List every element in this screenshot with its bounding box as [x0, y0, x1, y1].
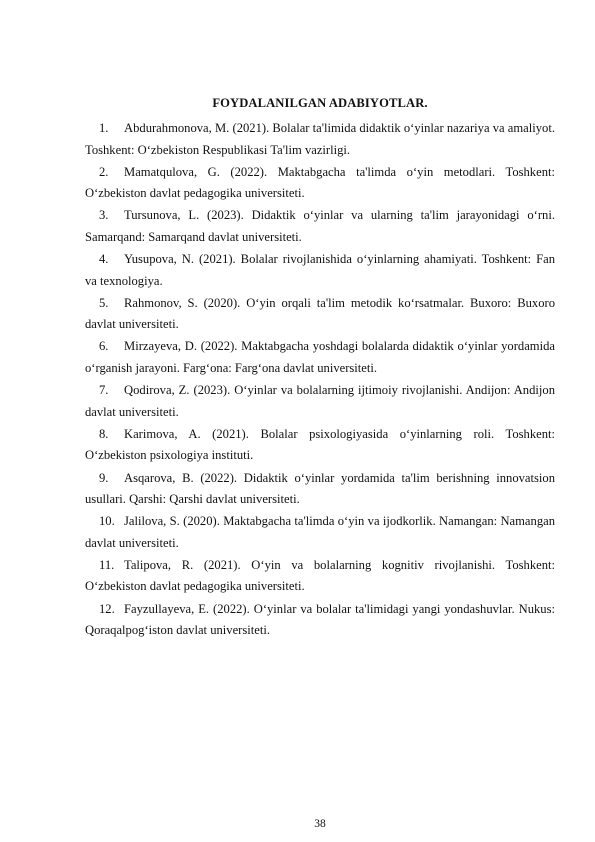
reference-item: [85, 205, 555, 248]
reference-text: Yusupova, N. (2021). Bolalar rivojlanishida o‘yinlarning ahamiyati. Toshkent: Fan va texnologiya.: [85, 252, 555, 288]
reference-item: [85, 162, 555, 205]
reference-text: Qodirova, Z. (2023). O‘yinlar va bolalarning ijtimoiy rivojlanishi. Andijon: Andijon davlat universiteti.: [85, 383, 555, 419]
reference-item: [85, 555, 555, 598]
reference-number: 9.: [99, 470, 109, 485]
reference-number: 7.: [99, 383, 109, 398]
reference-number: 1.: [99, 121, 109, 135]
reference-item: [85, 336, 555, 379]
reference-number: 10.: [99, 514, 115, 529]
reference-text: Tursunova, L. (2023). Didaktik o‘yinlar va ularning ta'lim jarayonidagi o‘rni. Samarqand: Samarqand davlat universiteti.: [85, 208, 555, 244]
reference-item: [85, 599, 555, 642]
reference-text: Mirzayeva, D. (2022). Maktabgacha yoshdagi bolalarda didaktik o‘yinlar yordamida o‘rganish jarayoni. Farg‘ona: Farg‘ona davlat universiteti.: [85, 339, 555, 376]
reference-text: Karimova, A. (2021). Bolalar psixologiyasida o‘yinlarning roli. Toshkent: O‘zbekiston psixologiya instituti.: [85, 426, 555, 463]
reference-number: 11.: [99, 557, 115, 572]
page-number: 38: [314, 818, 326, 830]
reference-item: [85, 249, 555, 292]
reference-text: Fayzullayeva, E. (2022). O‘yinlar va bolalar ta'limidagi yangi yondashuvlar. Nukus: Qoraqalpog‘iston davlat universiteti.: [85, 601, 555, 638]
reference-item: [85, 468, 555, 511]
reference-item: [85, 380, 555, 423]
reference-text: Rahmonov, S. (2020). O‘yin orqali ta'lim metodik ko‘rsatmalar. Buxoro: Buxoro davlat universiteti.: [85, 295, 555, 332]
reference-number: 4.: [99, 252, 109, 267]
reference-text: Mamatqulova, G. (2022). Maktabgacha ta'limda o‘yin metodlari. Toshkent: O‘zbekiston davlat pedagogika universiteti.: [85, 164, 555, 201]
reference-number: 3.: [99, 208, 109, 223]
reference-number: 6.: [99, 339, 109, 354]
reference-item: [85, 511, 555, 554]
reference-number: 5.: [99, 295, 109, 310]
reference-text: Abdurahmonova, M. (2021). Bolalar ta'limida didaktik o‘yinlar nazariya va amaliyot. Toshkent: O‘zbekiston Respublikasi Ta'lim vazirligi.: [85, 121, 555, 157]
reference-text: Talipova, R. (2021). O‘yin va bolalarning kognitiv rivojlanishi. Toshkent: O‘zbekiston davlat pedagogika universiteti.: [85, 557, 555, 594]
reference-item: [85, 424, 555, 467]
page-title: FOYDALANILGAN ADABIYOTLAR.: [212, 96, 428, 110]
reference-list: [85, 118, 555, 642]
reference-text: Asqarova, B. (2022). Didaktik o‘yinlar yordamida ta'lim berishning innovatsion usullari. Qarshi: Qarshi davlat universiteti.: [85, 470, 555, 507]
reference-number: 2.: [99, 164, 109, 179]
reference-text: Jalilova, S. (2020). Maktabgacha ta'limda o‘yin va ijodkorlik. Namangan: Namangan davlat universiteti.: [85, 514, 555, 550]
reference-number: 12.: [99, 601, 115, 616]
reference-number: 8.: [99, 426, 109, 441]
reference-item: [85, 293, 555, 336]
reference-item: [85, 118, 555, 161]
